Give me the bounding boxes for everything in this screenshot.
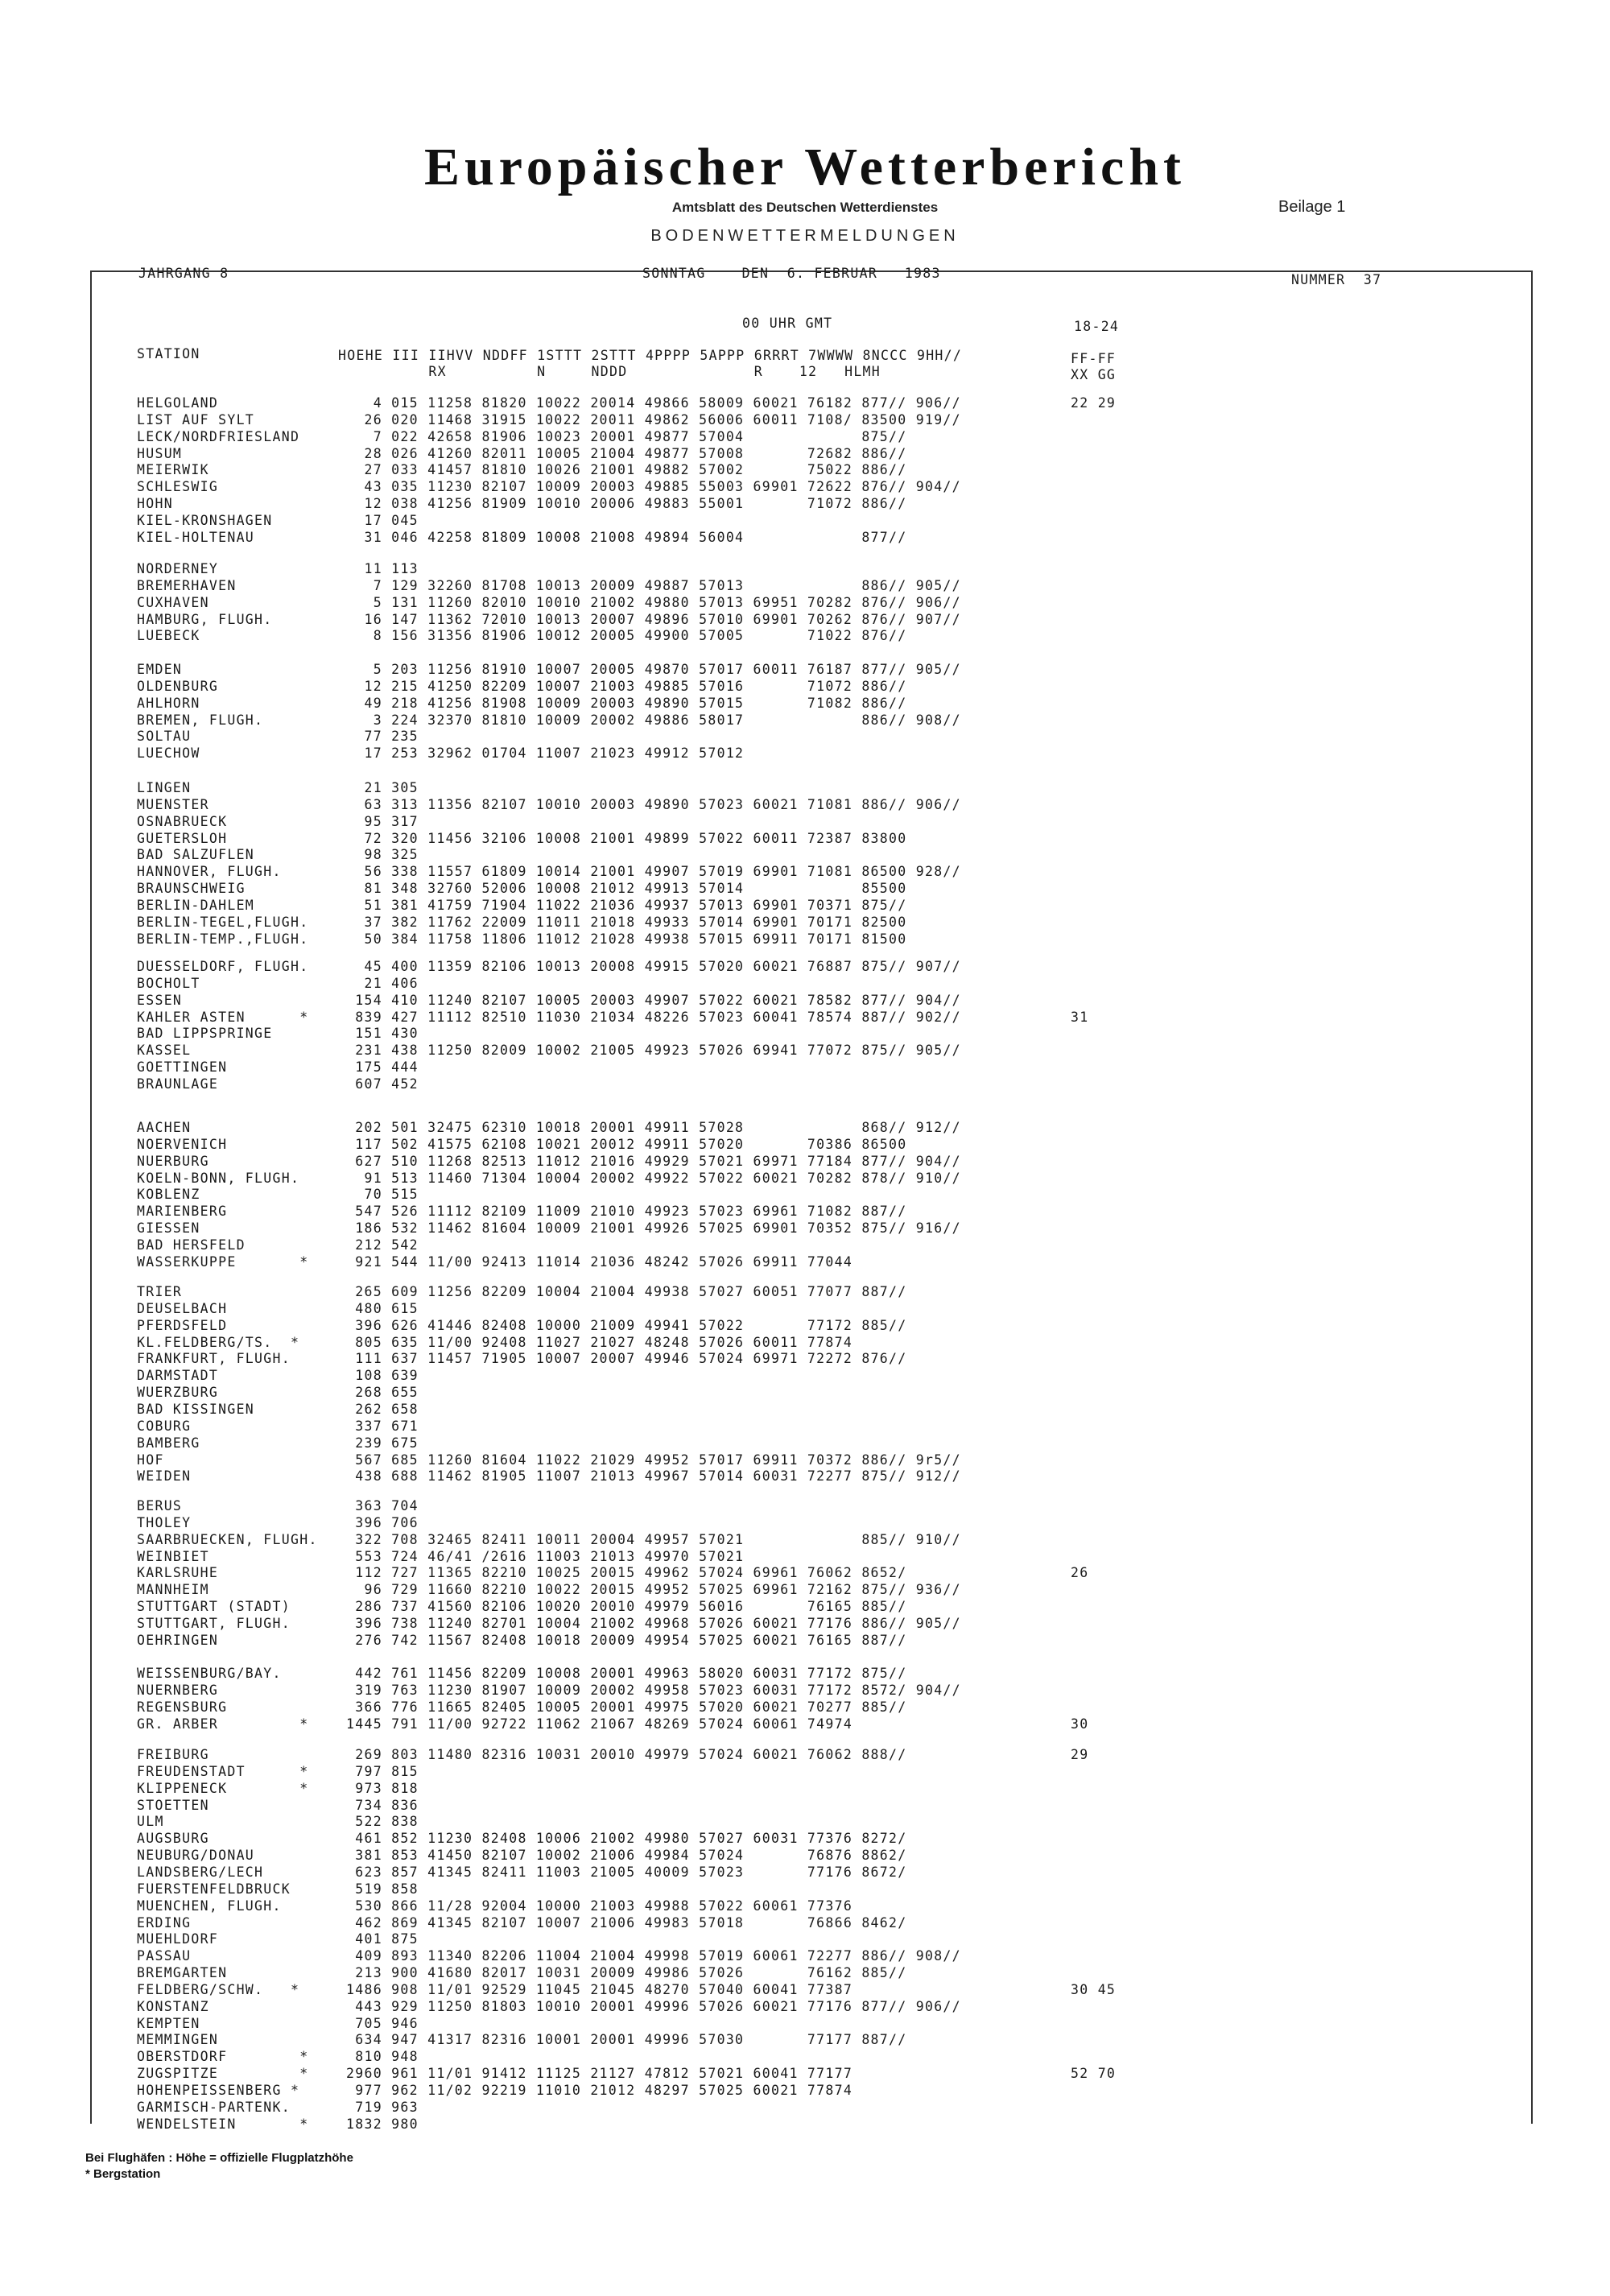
station-data: 202 501 32475 62310 10018 20001 49911 57028 868// 912// bbox=[346, 1120, 961, 1135]
station-name: HUSUM bbox=[137, 445, 183, 461]
station-gust: 26 bbox=[1071, 1565, 1089, 1581]
station-data: 12 038 41256 81909 10010 20006 49883 55001 71072 886// bbox=[346, 496, 907, 512]
station-data: 396 738 11240 82701 10004 21002 49968 57026 60021 77176 886// 905// bbox=[346, 1616, 961, 1631]
station-data: 95 317 bbox=[346, 813, 419, 829]
station-name: LANDSBERG/LECH bbox=[137, 1864, 264, 1880]
station-data: 1486 908 11/01 92529 11045 21045 48270 57040 60041 77387 bbox=[346, 1981, 853, 1997]
station-data: 31 046 42258 81809 10008 21008 49894 56004 877// bbox=[346, 529, 907, 545]
station-name: GIESSEN bbox=[137, 1220, 200, 1237]
station-name: BAMBERG bbox=[137, 1435, 200, 1451]
station-name: FUERSTENFELDBRUCK bbox=[137, 1881, 291, 1897]
station-data: 56 338 11557 61809 10014 21001 49907 57019 69901 71081 86500 928// bbox=[346, 864, 961, 880]
station-data: 98 325 bbox=[346, 847, 419, 863]
station-name: BAD HERSFELD bbox=[137, 1237, 246, 1253]
station-name: WASSERKUPPE * bbox=[137, 1253, 309, 1270]
station-gust: 52 70 bbox=[1071, 2066, 1117, 2082]
station-data: 7 129 32260 81708 10013 20009 49887 57013 886// 905// bbox=[346, 577, 961, 593]
station-data: 26 020 11468 31915 10022 20011 49862 56006 60011 7108/ 83500 919// bbox=[346, 411, 961, 427]
station-data: 839 427 11112 82510 11030 21034 48226 57023 60041 78574 887// 902// bbox=[346, 1009, 961, 1025]
station-name: OBERSTDORF * bbox=[137, 2049, 309, 2065]
station-name: BRAUNSCHWEIG bbox=[137, 881, 246, 897]
station-data: 7 022 42658 81906 10023 20001 49877 57004 875// bbox=[346, 428, 907, 444]
station-name: SCHLESWIG bbox=[137, 479, 219, 495]
station-name: NEUBURG/DONAU bbox=[137, 1848, 255, 1864]
station-data: 91 513 11460 71304 10004 20002 49922 57022 60021 70282 878// 910// bbox=[346, 1170, 961, 1186]
station-column-header: STATION bbox=[137, 346, 200, 361]
gust-column-header: FF-FF bbox=[1071, 351, 1117, 366]
station-name: KIEL-HOLTENAU bbox=[137, 529, 255, 545]
station-data: 231 438 11250 82009 10002 21005 49923 57026 69941 77072 875// 905// bbox=[346, 1043, 961, 1059]
station-data: 151 430 bbox=[346, 1026, 419, 1042]
station-data: 154 410 11240 82107 10005 20003 49907 57022 60021 78582 877// 904// bbox=[346, 992, 961, 1008]
station-data: 51 381 41759 71904 11022 21036 49937 57013 69901 70371 875// bbox=[346, 898, 907, 913]
station-name: WENDELSTEIN * bbox=[137, 2116, 309, 2132]
station-data: 276 742 11567 82408 10018 20009 49954 57025 60021 76165 887// bbox=[346, 1632, 907, 1648]
station-name: CUXHAVEN bbox=[137, 594, 209, 610]
station-name: BERLIN-TEGEL,FLUGH. bbox=[137, 914, 309, 930]
station-data: 5 203 11256 81910 10007 20005 49870 57017 60011 76187 877// 905// bbox=[346, 662, 961, 677]
volume-label: JAHRGANG 8 bbox=[138, 266, 229, 281]
issue-number: NUMMER 37 bbox=[1291, 272, 1382, 287]
station-name: SAARBRUECKEN, FLUGH. bbox=[137, 1531, 318, 1547]
station-name: NUERNBERG bbox=[137, 1682, 219, 1698]
station-data: 322 708 32465 82411 10011 20004 49957 57021 885// 910// bbox=[346, 1531, 961, 1547]
station-name: KOELN-BONN, FLUGH. bbox=[137, 1170, 300, 1186]
station-data: 262 658 bbox=[346, 1402, 419, 1417]
station-data: 28 026 41260 82011 10005 21004 49877 57008 72682 886// bbox=[346, 445, 907, 461]
station-data: 96 729 11660 82210 10022 20015 49952 57025 69961 72162 875// 936// bbox=[346, 1582, 961, 1598]
station-data: 5 131 11260 82010 10010 21002 49880 57013 69951 70282 876// 906// bbox=[346, 594, 961, 610]
station-data: 623 857 41345 82411 11003 21005 40009 57023 77176 8672/ bbox=[346, 1864, 907, 1880]
station-data: 175 444 bbox=[346, 1059, 419, 1076]
station-data: 50 384 11758 11806 11012 21028 49938 57015 69911 70171 81500 bbox=[346, 931, 907, 947]
station-name: HANNOVER, FLUGH. bbox=[137, 864, 282, 880]
publisher-subtitle: Amtsblatt des Deutschen Wetterdienstes bbox=[671, 200, 939, 215]
station-data: 805 635 11/00 92408 11027 21027 48248 57026 60011 77874 bbox=[346, 1334, 853, 1350]
station-name: PASSAU bbox=[137, 1948, 192, 1964]
gust-column-subheader: XX GG bbox=[1071, 367, 1117, 382]
station-gust: 22 29 bbox=[1071, 395, 1117, 411]
station-name: KIEL-KRONSHAGEN bbox=[137, 513, 273, 528]
station-name: THOLEY bbox=[137, 1514, 192, 1530]
station-name: PFERDSFELD bbox=[137, 1317, 228, 1333]
station-name: BREMGARTEN bbox=[137, 1965, 228, 1981]
station-name: MUENSTER bbox=[137, 796, 209, 812]
station-data: 111 637 11457 71905 10007 20007 49946 57024 69971 72272 876// bbox=[346, 1351, 907, 1367]
station-data: 567 685 11260 81604 11022 21029 49952 57017 69911 70372 886// 9r5// bbox=[346, 1452, 961, 1468]
station-data: 81 348 32760 52006 10008 21012 49913 57014 85500 bbox=[346, 881, 907, 897]
station-data: 634 947 41317 82316 10001 20001 49996 57030 77177 887// bbox=[346, 2032, 907, 2048]
station-name: BREMERHAVEN bbox=[137, 577, 237, 593]
station-name: BERUS bbox=[137, 1498, 183, 1513]
station-data: 63 313 11356 82107 10010 20003 49890 57023 60021 71081 886// 906// bbox=[346, 796, 961, 812]
station-name: HAMBURG, FLUGH. bbox=[137, 611, 273, 627]
station-name: ERDING bbox=[137, 1914, 192, 1931]
station-name: BAD LIPPSPRINGE bbox=[137, 1026, 273, 1042]
station-name: KL.FELDBERG/TS. * bbox=[137, 1334, 300, 1350]
station-data: 27 033 41457 81810 10026 21001 49882 57002 75022 886// bbox=[346, 462, 907, 478]
station-name: KOBLENZ bbox=[137, 1187, 200, 1203]
footnote-airport-height: Bei Flughäfen : Höhe = offizielle Flugplatzhöhe bbox=[85, 2151, 353, 2165]
section-title: BODENWETTERMELDUNGEN bbox=[650, 227, 960, 245]
station-gust: 29 bbox=[1071, 1747, 1089, 1762]
station-name: OEHRINGEN bbox=[137, 1632, 219, 1648]
station-data: 77 235 bbox=[346, 729, 419, 745]
station-name: MARIENBERG bbox=[137, 1204, 228, 1220]
station-name: WEISSENBURG/BAY. bbox=[137, 1666, 282, 1681]
station-name: KAHLER ASTEN * bbox=[137, 1009, 309, 1025]
station-name: MUENCHEN, FLUGH. bbox=[137, 1898, 282, 1914]
station-name: LUEBECK bbox=[137, 628, 200, 644]
station-data: 810 948 bbox=[346, 2049, 419, 2065]
station-data: 797 815 bbox=[346, 1763, 419, 1779]
station-name: HOHENPEISSENBERG * bbox=[137, 2083, 300, 2098]
station-data: 21 406 bbox=[346, 975, 419, 991]
station-data: 49 218 41256 81908 10009 20003 49890 57015 71082 886// bbox=[346, 695, 907, 711]
station-name: COBURG bbox=[137, 1418, 192, 1434]
station-name: KLIPPENECK * bbox=[137, 1780, 309, 1796]
station-data: 480 615 bbox=[346, 1300, 419, 1316]
station-data: 239 675 bbox=[346, 1435, 419, 1451]
observation-time: 00 UHR GMT bbox=[742, 316, 833, 331]
station-data: 3 224 32370 81810 10009 20002 49886 58017 886// 908// bbox=[346, 712, 961, 728]
station-data: 265 609 11256 82209 10004 21004 49938 57027 60051 77077 887// bbox=[346, 1284, 907, 1299]
station-name: REGENSBURG bbox=[137, 1699, 228, 1715]
station-data: 462 869 41345 82107 10007 21006 49983 57018 76866 8462/ bbox=[346, 1914, 907, 1931]
station-name: GOETTINGEN bbox=[137, 1059, 228, 1076]
station-data: 519 858 bbox=[346, 1881, 419, 1897]
station-gust: 30 bbox=[1071, 1716, 1089, 1732]
station-name: KASSEL bbox=[137, 1043, 192, 1059]
footnote-mountain-station: * Bergstation bbox=[85, 2167, 161, 2181]
station-name: BREMEN, FLUGH. bbox=[137, 712, 264, 728]
page-title: Europäischer Wetterbericht bbox=[423, 138, 1187, 196]
station-name: DARMSTADT bbox=[137, 1368, 219, 1384]
station-name: LINGEN bbox=[137, 780, 192, 795]
station-name: WEINBIET bbox=[137, 1548, 209, 1564]
station-name: ESSEN bbox=[137, 992, 183, 1008]
station-name: WEIDEN bbox=[137, 1468, 192, 1485]
station-data: 2960 961 11/01 91412 11125 21127 47812 57021 60041 77177 bbox=[346, 2066, 853, 2082]
station-name: STUTTGART (STADT) bbox=[137, 1599, 291, 1615]
station-data: 72 320 11456 32106 10008 21001 49899 57022 60011 72387 83800 bbox=[346, 830, 907, 846]
station-data: 286 737 41560 82106 10020 20010 49979 56016 76165 885// bbox=[346, 1599, 907, 1615]
station-data: 4 015 11258 81820 10022 20014 49866 58009 60021 76182 877// 906// bbox=[346, 395, 961, 411]
station-name: AACHEN bbox=[137, 1120, 192, 1135]
code-column-header: HOEHE III IIHVV NDDFF 1STTT 2STTT 4PPPP 5APPP 6RRRT 7WWWW 8NCCC 9HH// bbox=[338, 348, 963, 363]
station-data: 522 838 bbox=[346, 1814, 419, 1830]
station-data: 363 704 bbox=[346, 1498, 419, 1513]
station-data: 17 253 32962 01704 11007 21023 49912 57012 bbox=[346, 745, 745, 762]
station-name: ZUGSPITZE * bbox=[137, 2066, 309, 2082]
station-data: 186 532 11462 81604 10009 21001 49926 57025 69901 70352 875// 916// bbox=[346, 1220, 961, 1237]
station-name: LUECHOW bbox=[137, 745, 200, 762]
station-name: MEIERWIK bbox=[137, 462, 209, 478]
issue-date: SONNTAG DEN 6. FEBRUAR 1983 bbox=[642, 266, 941, 281]
station-data: 442 761 11456 82209 10008 20001 49963 58020 60031 77172 875// bbox=[346, 1666, 907, 1681]
station-data: 381 853 41450 82107 10002 21006 49984 57024 76876 8862/ bbox=[346, 1848, 907, 1864]
station-name: DUESSELDORF, FLUGH. bbox=[137, 959, 309, 974]
extra-period: 18-24 bbox=[1074, 319, 1120, 334]
station-name: HELGOLAND bbox=[137, 395, 219, 411]
station-data: 921 544 11/00 92413 11014 21036 48242 57026 69911 77044 bbox=[346, 1253, 853, 1270]
station-name: FELDBERG/SCHW. * bbox=[137, 1981, 300, 1997]
station-name: GR. ARBER * bbox=[137, 1716, 309, 1732]
station-name: MUEHLDORF bbox=[137, 1931, 219, 1947]
station-data: 977 962 11/02 92219 11010 21012 48297 57025 60021 77874 bbox=[346, 2083, 853, 2098]
station-data: 45 400 11359 82106 10013 20008 49915 57020 60021 76887 875// 907// bbox=[346, 959, 961, 974]
station-name: FREIBURG bbox=[137, 1747, 209, 1762]
station-data: 108 639 bbox=[346, 1368, 419, 1384]
station-data: 70 515 bbox=[346, 1187, 419, 1203]
station-name: STOETTEN bbox=[137, 1797, 209, 1813]
station-data: 11 113 bbox=[346, 561, 419, 576]
station-data: 21 305 bbox=[346, 780, 419, 795]
station-data: 16 147 11362 72010 10013 20007 49896 57010 69901 70262 876// 907// bbox=[346, 611, 961, 627]
station-data: 401 875 bbox=[346, 1931, 419, 1947]
station-name: BAD KISSINGEN bbox=[137, 1402, 255, 1417]
station-name: ULM bbox=[137, 1814, 164, 1830]
station-name: BAD SALZUFLEN bbox=[137, 847, 255, 863]
station-data: 705 946 bbox=[346, 2015, 419, 2031]
station-data: 553 724 46/41 /2616 11003 21013 49970 57021 bbox=[346, 1548, 745, 1564]
station-name: KARLSRUHE bbox=[137, 1565, 219, 1581]
station-name: BOCHOLT bbox=[137, 975, 200, 991]
station-name: NORDERNEY bbox=[137, 561, 219, 576]
station-name: TRIER bbox=[137, 1284, 183, 1299]
station-name: KEMPTEN bbox=[137, 2015, 200, 2031]
station-data: 443 929 11250 81803 10010 20001 49996 57026 60021 77176 877// 906// bbox=[346, 1998, 961, 2014]
station-data: 17 045 bbox=[346, 513, 419, 528]
station-name: AHLHORN bbox=[137, 695, 200, 711]
station-data: 319 763 11230 81907 10009 20002 49958 57023 60031 77172 8572/ 904// bbox=[346, 1682, 961, 1698]
station-name: FRANKFURT, FLUGH. bbox=[137, 1351, 291, 1367]
station-name: MEMMINGEN bbox=[137, 2032, 219, 2048]
station-name: WUERZBURG bbox=[137, 1385, 219, 1401]
station-data: 973 818 bbox=[346, 1780, 419, 1796]
station-name: BERLIN-TEMP.,FLUGH. bbox=[137, 931, 309, 947]
station-name: LIST AUF SYLT bbox=[137, 411, 255, 427]
station-data: 12 215 41250 82209 10007 21003 49885 57016 71072 886// bbox=[346, 678, 907, 694]
station-gust: 31 bbox=[1071, 1009, 1089, 1025]
station-data: 8 156 31356 81906 10012 20005 49900 57005 71022 876// bbox=[346, 628, 907, 644]
station-data: 627 510 11268 82513 11012 21016 49929 57021 69971 77184 877// 904// bbox=[346, 1153, 961, 1169]
supplement-label: Beilage 1 bbox=[1278, 198, 1346, 216]
station-data: 117 502 41575 62108 10021 20012 49911 57020 70386 86500 bbox=[346, 1136, 907, 1152]
station-data: 461 852 11230 82408 10006 21002 49980 57027 60031 77376 8272/ bbox=[346, 1831, 907, 1847]
station-name: DEUSELBACH bbox=[137, 1300, 228, 1316]
station-data: 366 776 11665 82405 10005 20001 49975 57020 60021 70277 885// bbox=[346, 1699, 907, 1715]
station-name: OLDENBURG bbox=[137, 678, 219, 694]
station-data: 409 893 11340 82206 11004 21004 49998 57019 60061 72277 886// 908// bbox=[346, 1948, 961, 1964]
station-data: 1445 791 11/00 92722 11062 21067 48269 57024 60061 74974 bbox=[346, 1716, 853, 1732]
station-data: 1832 980 bbox=[346, 2116, 419, 2132]
station-data: 213 900 41680 82017 10031 20009 49986 57026 76162 885// bbox=[346, 1965, 907, 1981]
station-name: EMDEN bbox=[137, 662, 183, 677]
station-name: OSNABRUECK bbox=[137, 813, 228, 829]
station-data: 547 526 11112 82109 11009 21010 49923 57023 69961 71082 887// bbox=[346, 1204, 907, 1220]
station-gust: 30 45 bbox=[1071, 1981, 1117, 1997]
station-data: 607 452 bbox=[346, 1076, 419, 1092]
code-column-subheader: RX N NDDD R 12 HLMH bbox=[338, 364, 881, 379]
station-name: SOLTAU bbox=[137, 729, 192, 745]
station-name: BRAUNLAGE bbox=[137, 1076, 219, 1092]
station-data: 37 382 11762 22009 11011 21018 49933 57014 69901 70171 82500 bbox=[346, 914, 907, 930]
station-data: 530 866 11/28 92004 10000 21003 49988 57022 60061 77376 bbox=[346, 1898, 853, 1914]
station-name: BERLIN-DAHLEM bbox=[137, 898, 255, 913]
station-name: NUERBURG bbox=[137, 1153, 209, 1169]
station-data: 734 836 bbox=[346, 1797, 419, 1813]
station-name: GARMISCH-PARTENK. bbox=[137, 2099, 291, 2115]
station-name: FREUDENSTADT * bbox=[137, 1763, 309, 1779]
station-name: KONSTANZ bbox=[137, 1998, 209, 2014]
station-data: 43 035 11230 82107 10009 20003 49885 55003 69901 72622 876// 904// bbox=[346, 479, 961, 495]
station-data: 212 542 bbox=[346, 1237, 419, 1253]
station-name: MANNHEIM bbox=[137, 1582, 209, 1598]
station-name: STUTTGART, FLUGH. bbox=[137, 1616, 291, 1631]
station-data: 269 803 11480 82316 10031 20010 49979 57024 60021 76062 888// bbox=[346, 1747, 907, 1762]
station-name: HOHN bbox=[137, 496, 173, 512]
station-data: 337 671 bbox=[346, 1418, 419, 1434]
station-data: 719 963 bbox=[346, 2099, 419, 2115]
station-data: 112 727 11365 82210 10025 20015 49962 57024 69961 76062 8652/ bbox=[346, 1565, 907, 1581]
station-data: 396 626 41446 82408 10000 21009 49941 57022 77172 885// bbox=[346, 1317, 907, 1333]
station-name: AUGSBURG bbox=[137, 1831, 209, 1847]
station-name: HOF bbox=[137, 1452, 164, 1468]
station-name: NOERVENICH bbox=[137, 1136, 228, 1152]
station-name: GUETERSLOH bbox=[137, 830, 228, 846]
station-name: LECK/NORDFRIESLAND bbox=[137, 428, 300, 444]
station-data: 268 655 bbox=[346, 1385, 419, 1401]
station-data: 438 688 11462 81905 11007 21013 49967 57014 60031 72277 875// 912// bbox=[346, 1468, 961, 1485]
station-data: 396 706 bbox=[346, 1514, 419, 1530]
